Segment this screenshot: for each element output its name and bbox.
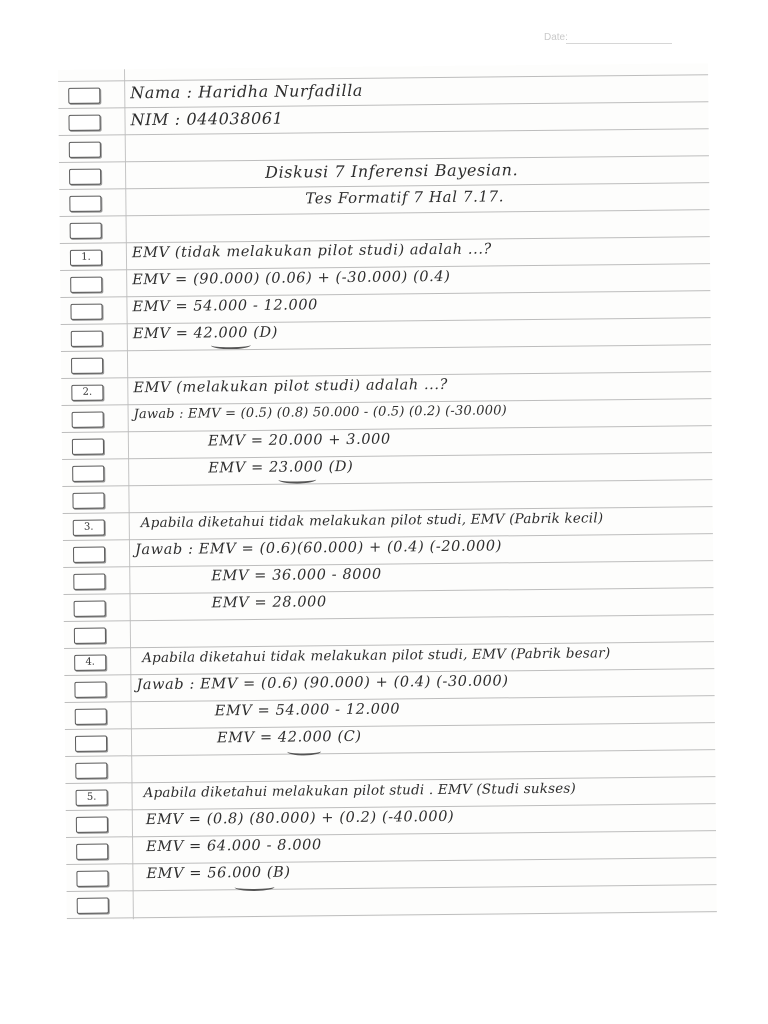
row-box bbox=[75, 709, 107, 725]
row-box bbox=[76, 817, 108, 833]
question-number-box: 3. bbox=[73, 520, 105, 536]
row-box bbox=[71, 331, 103, 347]
row-box bbox=[75, 736, 107, 752]
q2-question: EMV (melakukan pilot studi) adalah ...? bbox=[133, 376, 449, 397]
question-number-box: 1. bbox=[70, 250, 102, 266]
row-box bbox=[68, 115, 100, 131]
row-box bbox=[70, 223, 102, 239]
row-box bbox=[70, 304, 102, 320]
row-box bbox=[76, 871, 108, 887]
answer-underline bbox=[278, 475, 316, 483]
q4-answer: EMV = 42.000 (C) bbox=[216, 728, 362, 747]
q4-line-3: EMV = 54.000 - 12.000 bbox=[214, 701, 401, 720]
row-box bbox=[69, 142, 101, 158]
q5-line-2: EMV = (0.8) (80.000) + (0.2) (-40.000) bbox=[145, 808, 455, 829]
row-box bbox=[71, 358, 103, 374]
q3-answer: EMV = 28.000 bbox=[211, 594, 327, 612]
notebook-page bbox=[58, 63, 717, 920]
date-line bbox=[566, 43, 672, 44]
q5-question: Apabila diketahui melakukan pilot studi . EMV (Studi sukses) bbox=[143, 780, 577, 802]
student-name: Nama : Haridha Nurfadilla bbox=[130, 80, 364, 103]
row-box bbox=[73, 574, 105, 590]
row-box bbox=[68, 88, 100, 104]
row-box bbox=[72, 412, 104, 428]
row-box bbox=[77, 898, 109, 914]
title-line-1: Diskusi 7 Inferensi Bayesian. bbox=[264, 160, 519, 182]
q1-line-3: EMV = 54.000 - 12.000 bbox=[132, 297, 319, 316]
row-box bbox=[75, 763, 107, 779]
row-box bbox=[72, 439, 104, 455]
row-box bbox=[74, 628, 106, 644]
q5-answer: EMV = 56.000 (B) bbox=[146, 864, 291, 883]
student-nim: NIM : 044038061 bbox=[130, 108, 284, 130]
row-box bbox=[72, 493, 104, 509]
question-number-box: 2. bbox=[71, 385, 103, 401]
q1-question: EMV (tidak melakukan pilot studi) adalah ...? bbox=[131, 241, 492, 262]
row-empty bbox=[67, 885, 717, 919]
row-box bbox=[69, 196, 101, 212]
row-box bbox=[74, 601, 106, 617]
q2-line-2: Jawab : EMV = (0.5) (0.8) 50.000 - (0.5) (0.2) (-30.000) bbox=[133, 403, 508, 423]
question-number-box: 5. bbox=[76, 790, 108, 806]
q3-question: Apabila diketahui tidak melakukan pilot studi, EMV (Pabrik kecil) bbox=[140, 510, 604, 532]
row-box bbox=[73, 547, 105, 563]
q3-line-3: EMV = 36.000 - 8000 bbox=[211, 566, 382, 585]
q2-answer: EMV = 23.000 (D) bbox=[208, 458, 354, 477]
q3-line-2: Jawab : EMV = (0.6)(60.000) + (0.4) (-20.000) bbox=[134, 538, 503, 559]
row-box bbox=[72, 466, 104, 482]
q1-line-2: EMV = (90.000) (0.06) + (-30.000) (0.4) bbox=[132, 268, 451, 289]
q4-question: Apabila diketahui tidak melakukan pilot studi, EMV (Pabrik besar) bbox=[142, 645, 611, 667]
row-box bbox=[76, 844, 108, 860]
answer-underline bbox=[211, 341, 251, 349]
date-label: Date: bbox=[544, 32, 568, 43]
question-number-box: 4. bbox=[74, 655, 106, 671]
q5-line-3: EMV = 64.000 - 8.000 bbox=[146, 837, 322, 856]
q2-line-3: EMV = 20.000 + 3.000 bbox=[207, 431, 391, 450]
row-box bbox=[70, 277, 102, 293]
title-line-2: Tes Formatif 7 Hal 7.17. bbox=[305, 187, 505, 208]
row-box bbox=[69, 169, 101, 185]
row-box bbox=[74, 682, 106, 698]
q1-answer: EMV = 42.000 (D) bbox=[132, 324, 279, 343]
q4-line-2: Jawab : EMV = (0.6) (90.000) + (0.4) (-30.000) bbox=[136, 673, 509, 694]
